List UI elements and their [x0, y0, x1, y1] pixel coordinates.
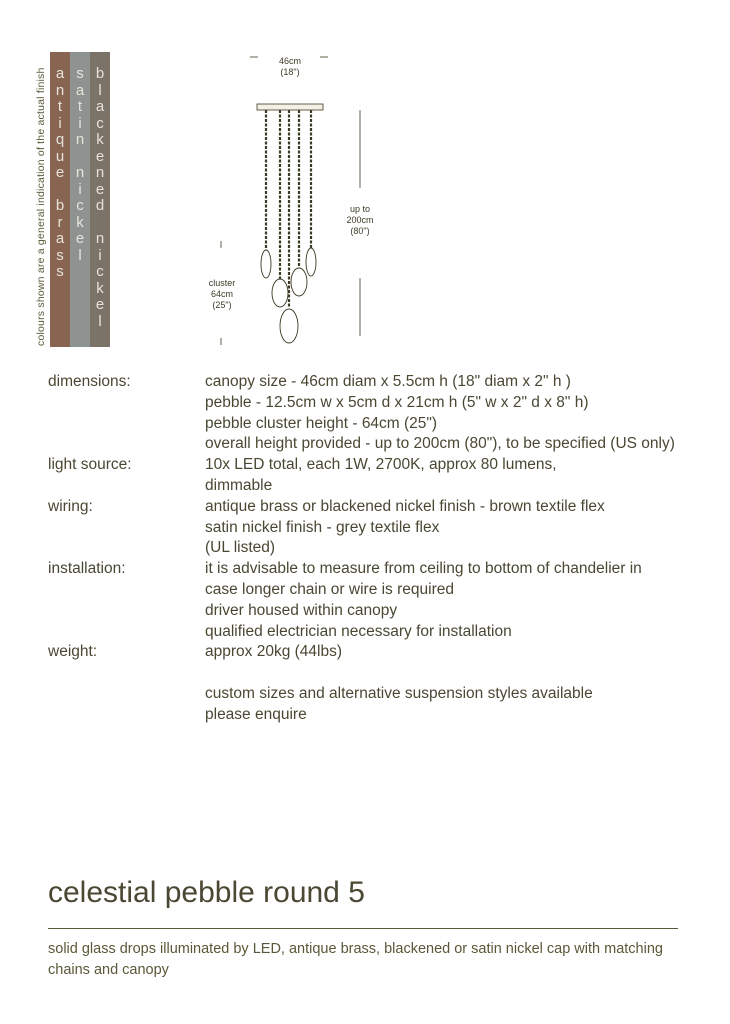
- pebble: [306, 248, 316, 276]
- swatch-letter: l: [78, 246, 82, 264]
- height-label-imperial: (80"): [350, 226, 370, 236]
- spec-label: dimensions:: [48, 373, 131, 390]
- width-label-metric: 46cm: [278, 56, 302, 66]
- spec-row: [48, 559, 708, 642]
- spec-row: [48, 497, 708, 559]
- swatch-letter: t: [57, 98, 63, 115]
- spec-value: canopy size - 46cm diam x 5.5cm h (18" diam x 2" h ): [205, 373, 571, 390]
- swatch-letter: k: [96, 279, 104, 297]
- swatch-letter: i: [98, 246, 102, 264]
- swatch-letter: a: [75, 81, 85, 99]
- spec-value: antique brass or blackened nickel finish - brown textile flex: [205, 497, 605, 515]
- swatch-letter: e: [95, 147, 105, 165]
- height-label-line1: up to: [349, 204, 371, 214]
- finish-disclaimer: colours shown are a general indication of the actual finish: [35, 67, 47, 346]
- spec-label: installation:: [48, 560, 126, 578]
- width-label-imperial: (18"): [280, 67, 300, 77]
- spec-row: [48, 372, 708, 455]
- cluster-label-imperial: (25"): [212, 300, 232, 310]
- swatch-letter: d: [95, 197, 105, 214]
- spec-value: it is advisable to measure from ceiling to bottom of chandelier in: [205, 560, 642, 578]
- spec-value: dimmable: [205, 476, 273, 494]
- spec-value: pebble - 12.5cm w x 5cm d x 21cm h (5" w x 2" d x 8" h): [205, 393, 589, 411]
- swatch-letter: b: [55, 197, 65, 214]
- swatch-letter: e: [95, 296, 105, 313]
- swatch-letter: e: [55, 164, 65, 181]
- note-custom-sizes: custom sizes and alternative suspension styles available: [205, 684, 593, 702]
- swatch-letter: q: [55, 131, 65, 148]
- spec-row: [48, 455, 708, 497]
- spec-label: wiring:: [48, 497, 93, 515]
- canopy: [257, 104, 323, 110]
- cluster-label-metric: 64cm: [210, 289, 234, 299]
- swatch-letter: l: [98, 312, 102, 330]
- swatch-letter: k: [76, 213, 84, 231]
- product-title: celestial pebble round 5: [48, 876, 365, 909]
- swatch-letter: a: [95, 98, 105, 115]
- swatch-letter: s: [56, 263, 64, 280]
- pebble: [272, 279, 288, 307]
- cluster-label-line1: cluster: [208, 278, 236, 288]
- spec-row: [48, 642, 708, 663]
- spec-value: pebble cluster height - 64cm (25"): [205, 414, 438, 432]
- title-divider: [48, 928, 678, 929]
- swatch-letter: b: [95, 65, 105, 82]
- swatch-letter: a: [55, 65, 65, 82]
- spec-value: (UL listed): [205, 539, 276, 557]
- note-enquire: please enquire: [205, 705, 307, 723]
- swatch-letter: n: [95, 164, 105, 181]
- swatch-letter: c: [96, 263, 104, 280]
- swatch-letter: c: [96, 114, 104, 132]
- pebble: [261, 250, 271, 278]
- swatch-letter: e: [75, 230, 85, 247]
- spec-label: weight:: [48, 643, 98, 661]
- swatch-letter: k: [96, 131, 104, 148]
- swatch-letter: i: [78, 114, 82, 132]
- spec-value: approx 20kg (44lbs): [205, 643, 342, 661]
- swatch-letter: n: [75, 131, 85, 148]
- swatch-letter: t: [77, 98, 83, 115]
- swatch-letter: n: [75, 164, 85, 181]
- spec-value: case longer chain or wire is required: [205, 580, 454, 598]
- swatch-letter: a: [55, 230, 65, 247]
- spec-label: light source:: [48, 456, 132, 474]
- swatch-letter: s: [56, 246, 64, 264]
- swatch-letter: s: [76, 65, 84, 82]
- product-description: solid glass drops illuminated by LED, antique brass, blackened or satin nickel cap with matching chains and canopy: [48, 941, 663, 978]
- spec-value: driver housed within canopy: [205, 601, 398, 619]
- spec-table: [48, 372, 708, 726]
- spec-value: qualified electrician necessary for installation: [205, 622, 512, 640]
- swatch-letter: n: [55, 81, 65, 99]
- pebble: [280, 309, 298, 343]
- swatch-letter: c: [76, 197, 84, 214]
- pebble: [291, 268, 307, 296]
- spec-value: 10x LED total, each 1W, 2700K, approx 80 lumens,: [205, 456, 557, 474]
- chandelier-diagram: [0, 0, 730, 370]
- swatch-letter: e: [95, 180, 105, 198]
- swatch-letter: r: [57, 213, 63, 231]
- swatch-letter: n: [95, 230, 105, 247]
- spec-value: overall height provided - up to 200cm (80"), to be specified (US only): [205, 435, 675, 453]
- swatch-letter: u: [55, 147, 65, 165]
- swatch-letter: l: [98, 81, 102, 99]
- height-label-metric: 200cm: [346, 215, 374, 225]
- swatch-letter: i: [58, 114, 62, 132]
- spec-value: satin nickel finish - grey textile flex: [205, 518, 440, 536]
- swatch-letter: i: [78, 180, 82, 198]
